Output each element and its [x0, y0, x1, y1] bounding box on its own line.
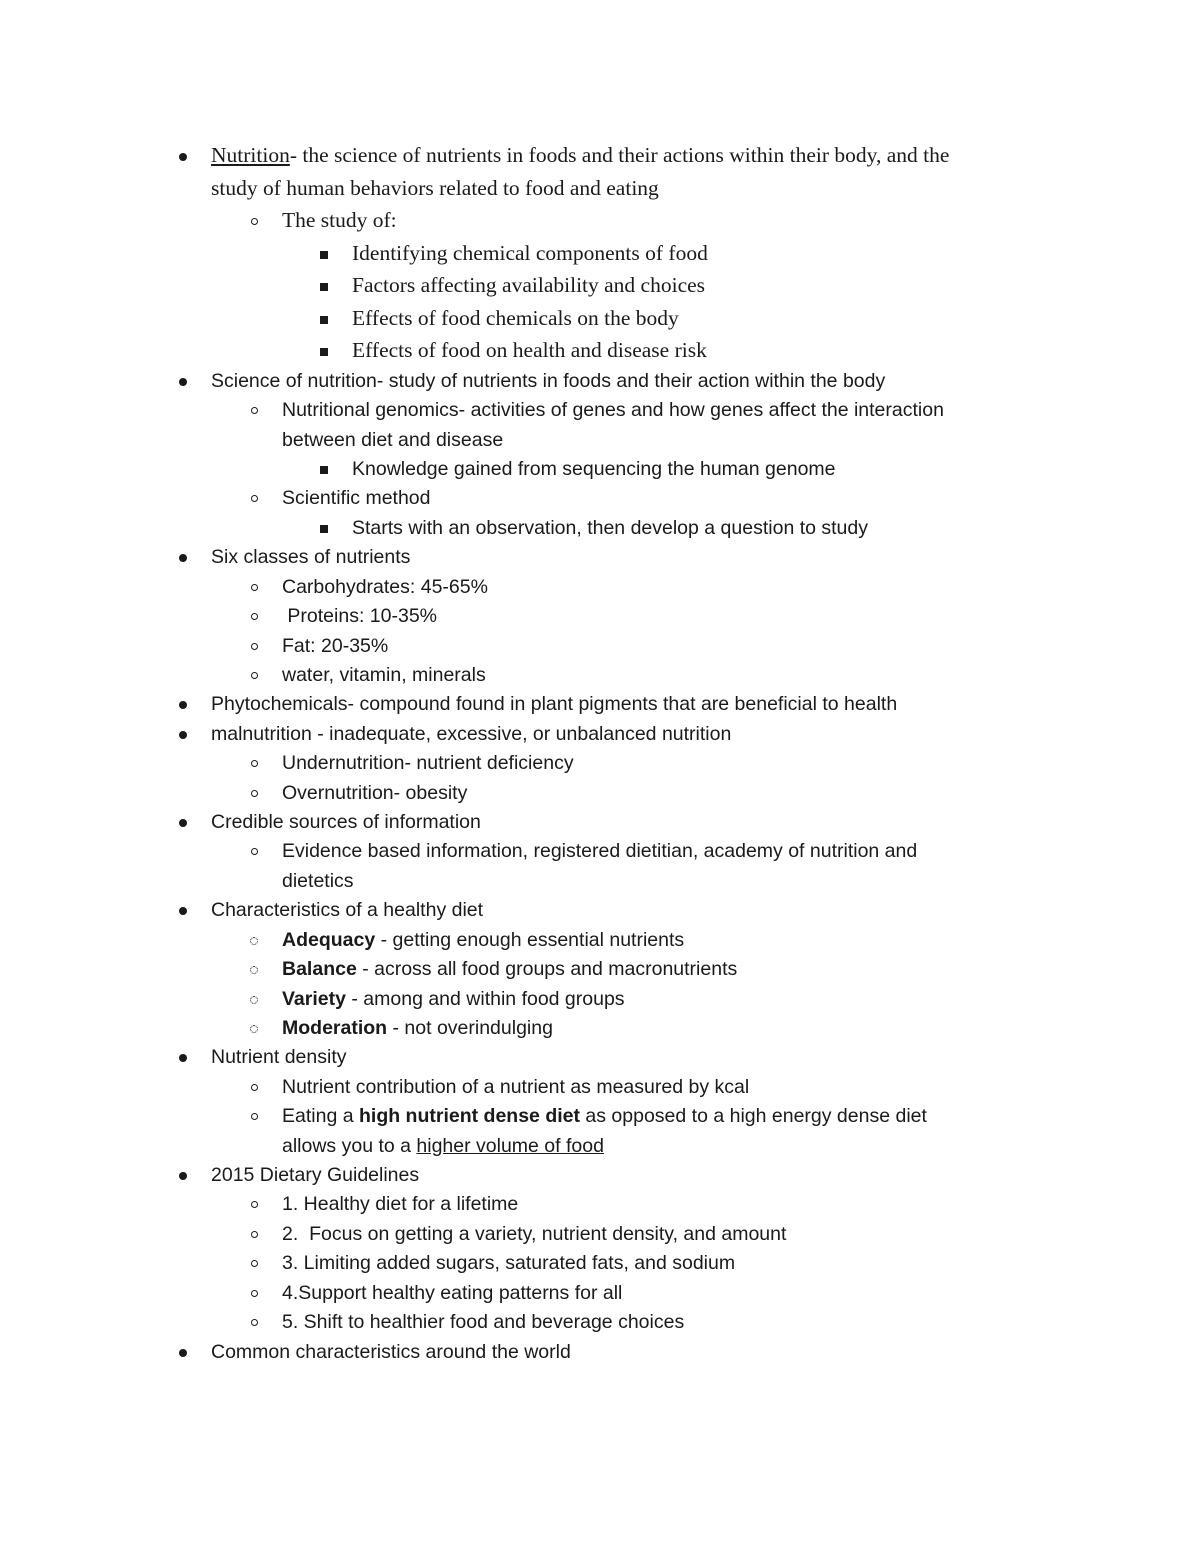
circle-bullet-icon [251, 848, 258, 855]
term-variety: Variety [282, 988, 346, 1010]
square-bullet-icon [320, 466, 328, 474]
disc-bullet-icon [179, 153, 187, 161]
square-bullet-icon [320, 283, 328, 291]
circle-bullet-icon [251, 1084, 258, 1091]
dotted-circle-bullet-icon [250, 937, 258, 945]
square-bullet-icon [320, 348, 328, 356]
disc-bullet-icon [179, 1054, 187, 1062]
square-bullet-icon [320, 525, 328, 533]
disc-bullet-icon [179, 1349, 187, 1357]
circle-bullet-icon [251, 218, 258, 225]
circle-bullet-icon [251, 1290, 258, 1297]
disc-bullet-icon [179, 819, 187, 827]
circle-bullet-icon [251, 1113, 258, 1120]
term-moderation: Moderation [282, 1017, 388, 1039]
circle-bullet-icon [251, 495, 258, 502]
circle-bullet-icon [251, 584, 258, 591]
circle-bullet-icon [251, 1319, 258, 1326]
circle-bullet-icon [251, 790, 258, 797]
circle-bullet-icon [251, 613, 258, 620]
circle-bullet-icon [251, 643, 258, 650]
circle-bullet-icon [251, 760, 258, 767]
document-page: Nutrition- the science of nutrients in foods and their actions within their body, and the study of human behaviors related to food and eating The study of: Identifying chemical components of food Factors affecting availability and choices Effects of food chemicals on the body Effects of food on health and disease risk Science of nutrition- study of nutrients in foods and their action within the body Nutritional genomics- activities of genes and how genes affect the interaction between diet and disease Knowledge gained from sequencing the human genome Scientific method Starts with an observation, then develop a question to study Six classes of nutrients Carbohydrates: 45-65% Proteins: 10-35% Fat: 20-35% water, vitamin, minerals Phytochemicals- compound found in plant pigments that are beneficial to health malnutrition - inadequate, excessive, or unbalanced nutrition Undernutrition- nutrient deficiency Overnutrition- obesity Credible sources of information Evidence based information, registered dietitian, academy of nutrition and dietetics Characteristics of a healthy diet Adequacy - getting enough essential nutrients Balance - across all food groups and macronutrients Variety - among and within food groups Moderation - not overindulging Nutrient density Nutrient contribution of a nutrient as measured by kcal Eating a high nutrient dense diet as opposed to a high energy dense diet allows you to a higher volume of food 2015 Dietary Guidelines 1. Healthy diet for a lifetime 2. Focus on getting a variety, nutrient density, and amount 3. Limiting added sugars, saturated fats, and sodium 4.Support healthy eating patterns for all 5. Shift to healthier food and beverage choices Common characteristics around the world [0, 0, 1200, 1553]
circle-bullet-icon [251, 407, 258, 414]
disc-bullet-icon [179, 907, 187, 915]
circle-bullet-icon [251, 672, 258, 679]
circle-bullet-icon [251, 1201, 258, 1208]
term-adequacy: Adequacy [282, 929, 376, 951]
term-high-nutrient-dense-diet: high nutrient dense diet [358, 1105, 580, 1127]
dotted-circle-bullet-icon [250, 1025, 258, 1033]
circle-bullet-icon [251, 1231, 258, 1238]
circle-bullet-icon [251, 1260, 258, 1267]
dotted-circle-bullet-icon [250, 966, 258, 974]
square-bullet-icon [320, 316, 328, 324]
disc-bullet-icon [179, 1172, 187, 1180]
dotted-circle-bullet-icon [250, 996, 258, 1004]
term-higher-volume-of-food: higher volume of food [416, 1135, 604, 1157]
disc-bullet-icon [179, 554, 187, 562]
disc-bullet-icon [179, 701, 187, 709]
square-bullet-icon [320, 251, 328, 259]
disc-bullet-icon [179, 378, 187, 386]
term-balance: Balance [282, 958, 357, 980]
term-nutrition: Nutrition [211, 143, 290, 167]
disc-bullet-icon [179, 731, 187, 739]
